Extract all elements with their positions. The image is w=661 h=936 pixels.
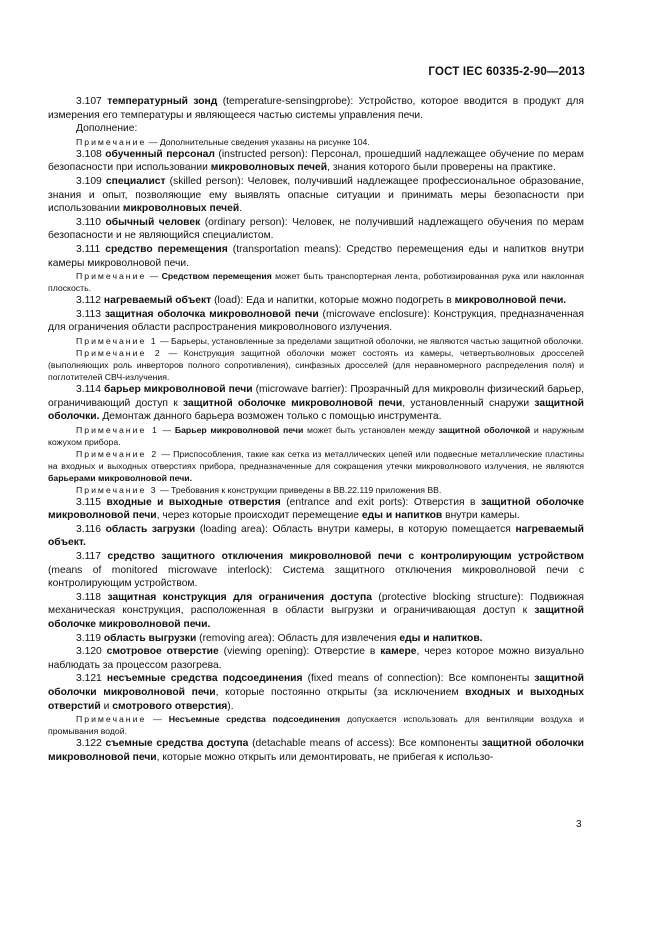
term-english: (microwave barrier): [255,383,348,395]
definition-text: Еда и напитки, которые можно подогреть в [246,295,452,307]
note-text: — Требования к конструкции приведены в ВВ.22.119 приложения ВВ. [159,484,442,495]
term-english: (microwave enclosure): [322,308,430,320]
note-3114-2 [48,448,584,484]
clause-number: 3.115 [76,496,102,508]
definition-text: , которые постоянно открыты (за исключением [215,687,459,698]
term-reference: защитной оболочке микроволновой печи [48,496,584,522]
clause-number: 3.121 [76,673,102,685]
definition-text: Персонал, прошедший надлежащее обучение по мерам безопасности при использовании [48,148,584,174]
note-text: может быть транспортерная лента, роботизированная рука или наклонная плоскость. [48,271,584,294]
note-3113-1 [48,335,584,347]
note-3107 [48,136,584,148]
term: обученный персонал [105,148,215,160]
term-english: (detachable means of access): [252,738,396,750]
definition-text: Отверстие в [314,646,376,658]
term-reference: Несъемные средства подсоединения [168,714,341,725]
term: несъемные средства подсоединения [106,673,303,685]
term-reference: входных и выходных отверстий [48,687,584,712]
clause-number: 3.118 [76,591,102,603]
note-text: и наружным кожухом прибора. [48,424,585,447]
term: входные и выходные отверстия [106,496,281,508]
term: специалист [105,175,166,187]
clause-number: 3.109 [76,175,102,187]
term-reference: микроволновой печи. [454,295,567,307]
definition-text: Все компоненты [448,673,530,685]
term-reference: смотрового отверстия [112,700,228,712]
definition-3122 [48,737,584,764]
definition-3119 [48,632,584,646]
term: температурный зонд [107,96,218,107]
definition-text: ). [227,700,234,712]
note-text: допускается использовать для вентиляции воздуха и промывания водой. [48,714,584,737]
term-english: (loading area): [199,523,268,535]
term-reference: микроволновых печей [122,203,240,215]
clause-number: 3.113 [76,308,102,320]
note-3113-2 [48,347,584,383]
clause-number: 3.110 [76,216,102,228]
definition-text: Подвижная механическая конструкция, расположенная в области выгрузки и ограничивающая доступ к [48,591,584,617]
term-english: (load): [214,295,244,307]
definition-3114 [48,383,584,424]
definition-3116 [48,523,584,550]
term-reference: Барьер микроволновой печи [174,424,304,435]
definition-3110 [48,216,584,243]
term: область выгрузки [103,632,197,644]
standard-header: ГОСТ IEC 60335-2-90—2013 [428,66,585,78]
term-reference: камере [380,646,417,658]
clause-number: 3.120 [76,646,102,658]
note-3111: Примечание — Средством перемещения может быть транспортерная лента, роботизированная рука или наклонная плоскость. [48,271,584,294]
definition-text: Отверстия в [413,496,476,508]
note-text: — Барьеры, установленные за пределами защитной оболочки, не являются частью защитной оболочки. [159,335,584,346]
term-reference: защитной оболочки микроволновой печи [48,738,584,763]
term-reference: еды и напитков. [399,632,483,644]
addendum-label: Дополнение: [76,123,138,135]
clause-number: 3.108 [76,148,102,160]
term-english: (means of monitored microwave interlock): [48,564,273,576]
definition-text: Демонтаж данного барьера возможен только с помощью инструмента. [102,411,442,423]
term-english: (viewing opening): [223,646,310,658]
definition-3108 [48,148,584,175]
term: средство перемещения [105,243,228,255]
note-label: Примечание 1 [76,424,159,435]
definition-text: Область внутри камеры, в которую помещается [272,523,511,535]
clause-number: 3.107 [76,96,102,107]
term: средство защитного отключения микроволновой печи с контролирующим устройством [107,551,584,563]
term-reference: барьерами микроволновой печи. [48,472,193,483]
term-reference: защитной оболочки микроволновой печи [48,673,584,698]
clause-number: 3.111 [76,243,101,255]
note-label: Примечание 2 [76,448,159,459]
note-text: — Конструкция защитной оболочки может состоять из камеры, четвертьволновых дросселей (выполняющих роль инверторов полного сопротивления), синфазных дросселей (для неравномерного распределения поля) и поглотителей СВЧ-излучения. [48,347,584,382]
definition-3117 [48,550,584,591]
definition-3107 [48,95,584,122]
definition-3112 [48,294,584,308]
definition-3120 [48,645,584,672]
term-reference: еды и напитков [361,510,443,522]
term-reference: нагреваемый объект. [48,523,584,549]
note-text: — Дополнительные сведения указаны на рисунке 104. [148,136,370,147]
definition-text: Система защитного отключения микроволновой печи с контролирующим устройством. [48,564,584,590]
term-reference: защитной оболочке микроволновой печи [183,397,403,409]
definition-text: Устройство, которое вводится в продукт для измерения его температуры и являющееся частью системы управления печи. [48,96,584,121]
note-label: Примечание [76,271,147,282]
note-3114-3 [48,484,584,496]
clause-number: 3.119 [76,632,102,644]
clause-number: 3.112 [76,295,102,307]
note-3114-1: Примечание 1 — Барьер микроволновой печи может быть установлен между защитной оболочкой и наружным кожухом прибора. [48,424,585,447]
term-english: (removing area): [199,632,275,644]
clause-number: 3.114 [76,383,102,395]
definition-text: Все компоненты [398,738,479,750]
term-english: (protective blocking structure): [378,591,524,603]
definition-3115 [48,496,584,523]
note-text: может быть установлен между [306,424,435,435]
term-reference: микроволновых печей [210,162,328,174]
definition-3113 [48,308,584,335]
document-body [48,95,584,764]
term: барьер микроволновой печи [104,383,253,395]
definition-text: , которые можно открыть или демонтировать, не прибегая к использо- [156,751,494,763]
note-text: — Приспособления, такие как сетка из металлических цепей или подвесные металлические пластины на входных и выходных отверстиях прибора, предназначенные для сокращения утечки микроволнового излучения, не являются [48,448,584,471]
clause-number: 3.117 [76,551,102,563]
term: съемные средства доступа [105,738,249,750]
definition-text: Прозрачный для микроволн физический барьер, ограничивающий доступ к [48,383,584,409]
note-label: Примечание 1 [76,335,158,346]
clause-number: 3.116 [76,523,102,535]
term-english: (entrance and exit ports): [286,496,409,508]
definition-text: Конструкция, предназначенная для ограничения области распространения микроволнового излучения. [48,308,584,334]
term-english: (ordinary person): [204,216,288,228]
note-3121: Примечание — Несъемные средства подсоединения допускается использовать для вентиляции воздуха и промывания водой. [48,714,584,737]
term: обычный человек [105,216,201,228]
definition-text: и [103,700,110,712]
term-english: (transportation means): [232,243,342,255]
definition-text: , через которые происходит перемещение [156,510,360,522]
definition-text: Область для извлечения [277,632,397,644]
term: нагреваемый объект [103,295,212,307]
clause-number: 3.122 [76,738,102,750]
note-label: Примечание [76,714,147,725]
definition-text: внутри камеры. [445,510,520,522]
definition-text: Человек, не получивший надлежащего обучения по мерам безопасности и не являющийся специалистом. [48,216,584,242]
term: смотровое отверстие [106,646,219,658]
definition-text: , знания которого были проверены на практике. [327,162,556,174]
definition-text: . [239,203,243,215]
definition-3121 [48,672,584,713]
term: область загрузки [105,523,196,535]
term: защитная оболочка микроволновой печи [104,308,319,320]
term-english: (temperature-sensingprobe): [222,96,354,107]
term-reference: защитной оболочкой [438,424,531,435]
definition-3109 [48,175,584,216]
term-english: (skilled person): [169,175,244,187]
term-reference: Средством перемещения [161,271,272,282]
term-english: (fixed means of connection): [307,673,444,685]
definition-text: Средство перемещения еды и напитков внутри камеры микроволновой печи. [48,243,584,269]
term-english: (instructed person): [218,148,308,160]
term: защитная конструкция для ограничения доступа [107,591,372,603]
term-reference: защитной оболочки. [48,397,584,423]
note-label: Примечание 3 [76,484,158,495]
definition-text: Человек, получивший надлежащее профессиональное образование, знания и опыт, позволяющие ему выявлять опасные ситуации и принимать меры безопасности при использовании [48,175,584,215]
note-label: Примечание [76,136,147,147]
definition-3111 [48,243,584,270]
term-reference: защитной оболочке микроволновой печи. [48,605,584,631]
definition-text: , через которое можно визуально наблюдать за процессом разогрева. [48,646,584,671]
page-number: 3 [576,819,582,830]
note-label: Примечание 2 [76,347,162,358]
definition-text: , установленный снаружи [402,397,530,409]
definition-3118 [48,591,584,632]
